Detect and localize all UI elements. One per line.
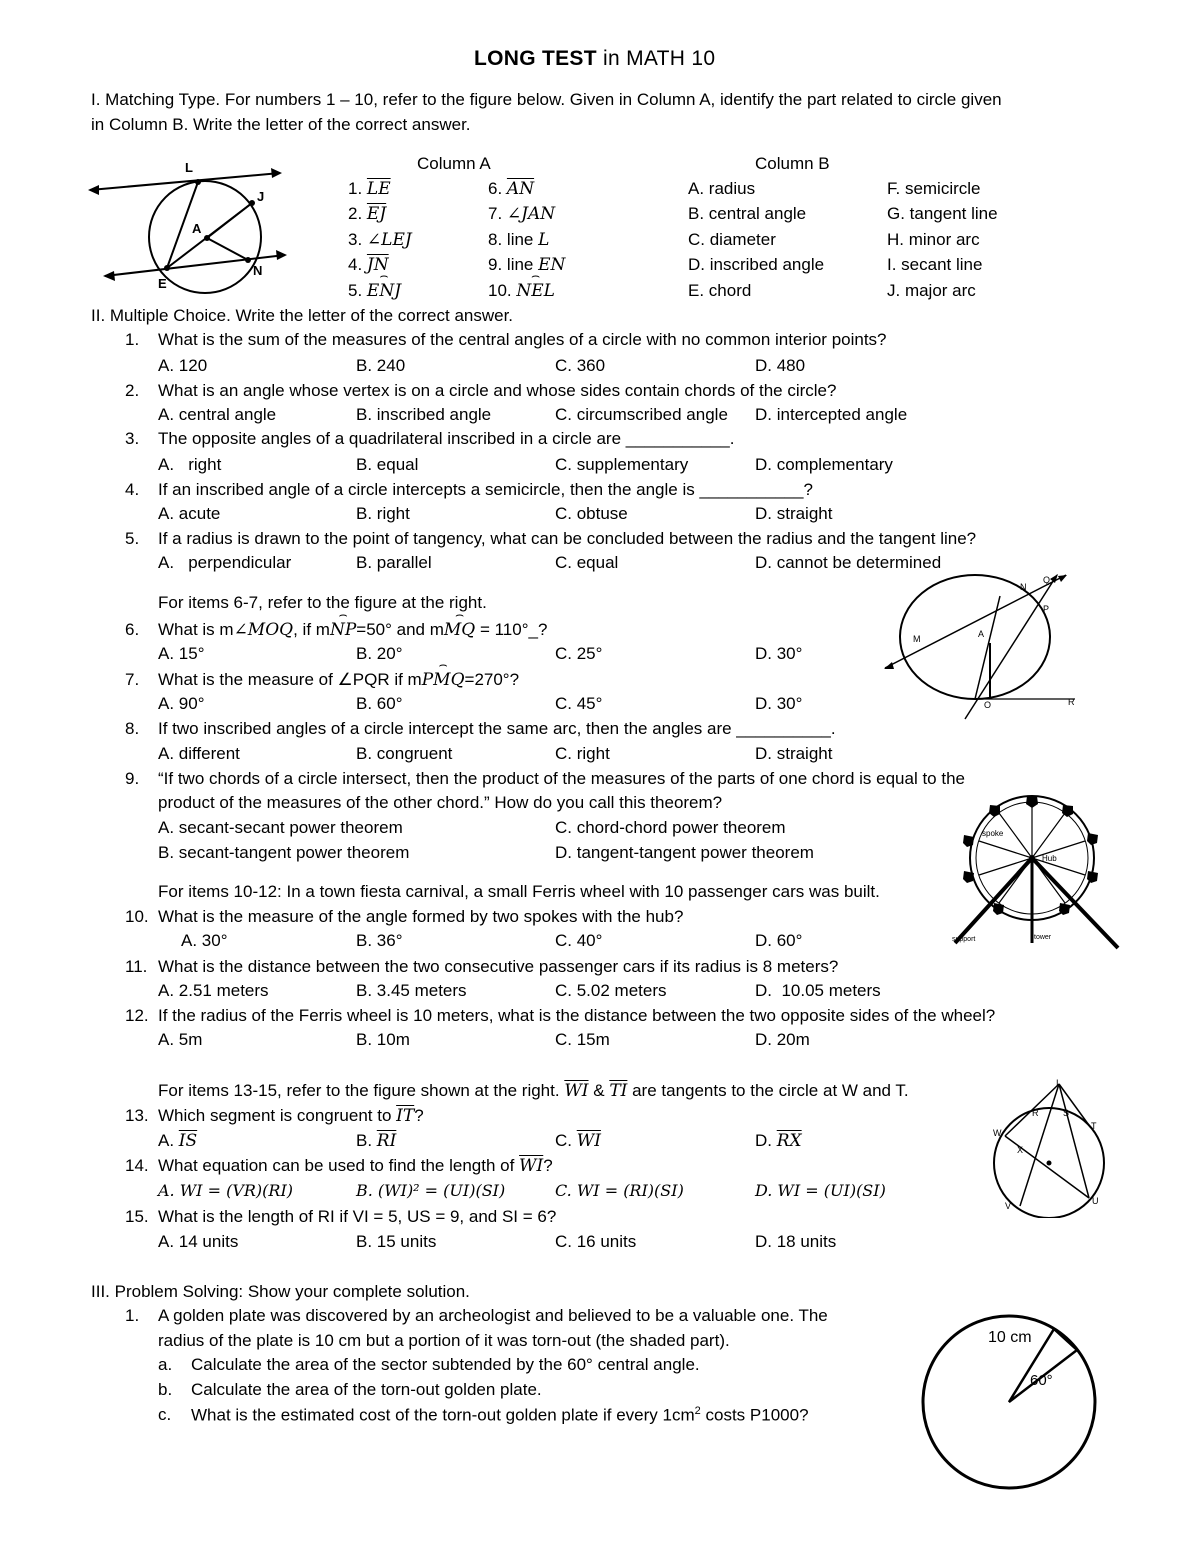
matching-item-4: 4. $\overline{JN}$: [348, 255, 389, 275]
question-text: What is m∠MOQ, if m⌢ NP=50° and m⌢ MQ = 110°_?: [158, 620, 547, 640]
question-number: 10.: [125, 907, 149, 926]
golden-plate-figure: [920, 1312, 1100, 1492]
question-text: Which segment is congruent to $\overline{IT}$?: [158, 1106, 424, 1126]
choice: B. 15 units: [356, 1232, 437, 1251]
fig1315-label-R: R: [1032, 1108, 1039, 1118]
question-number: 1.: [125, 1306, 140, 1325]
choice: B. equal: [356, 455, 419, 474]
subitem-letter: c.: [158, 1405, 172, 1424]
matching-item-9: 9. line EN: [488, 255, 566, 275]
choice: B. 240: [356, 356, 406, 375]
question-text: What equation can be used to find the length of $\overline{WI}$?: [158, 1156, 553, 1176]
choice: C. obtuse: [555, 504, 628, 523]
question-text: If the radius of the Ferris wheel is 10 meters, what is the distance between the two opposite sides of the wheel?: [158, 1006, 996, 1025]
choice: A. right: [158, 455, 222, 474]
fig67-label-N: N: [1020, 582, 1027, 592]
fig1315-label-U: U: [1092, 1196, 1099, 1206]
choice: A. 2.51 meters: [158, 981, 269, 1000]
choice: A. 120: [158, 356, 208, 375]
choice: B. congruent: [356, 744, 453, 763]
fig67-label-M: M: [913, 634, 921, 644]
question-number: 6.: [125, 620, 140, 639]
matching-item-3: 3. ∠LEJ: [348, 230, 412, 250]
part3-heading: III. Problem Solving: Show your complete solution.: [91, 1282, 470, 1301]
column-b-option: H. minor arc: [887, 230, 980, 249]
fig1315-label-V: V: [1005, 1201, 1012, 1211]
fig67-label-A: A: [978, 629, 985, 639]
choice: D. 480: [755, 356, 806, 375]
choice: C. 40°: [555, 931, 603, 950]
matching-item-8: 8. line L: [488, 230, 550, 250]
choice: A. 5m: [158, 1030, 203, 1049]
choice: D. 10.05 meters: [755, 981, 881, 1000]
choice: D. 18 units: [755, 1232, 837, 1251]
choice: C. 15m: [555, 1030, 610, 1049]
choice: D. 60°: [755, 931, 803, 950]
choice: B. 3.45 meters: [356, 981, 467, 1000]
choice: C. right: [555, 744, 610, 763]
question-number: 9.: [125, 769, 140, 788]
fig1315-label-T: T: [1091, 1121, 1097, 1131]
choice: D. WI = (UI)(SI): [755, 1181, 886, 1200]
column-b-option: C. diameter: [688, 230, 776, 249]
question-number: 15.: [125, 1207, 149, 1226]
question-number: 5.: [125, 529, 140, 548]
question-text: What is the length of RI if VI = 5, US = 9, and SI = 6?: [158, 1207, 557, 1226]
column-b-option: G. tangent line: [887, 204, 998, 223]
choice: B. 10m: [356, 1030, 410, 1049]
fig1-label-N: N: [253, 263, 263, 278]
plate-radius-label: 10 cm: [988, 1329, 1032, 1346]
fig67-label-O: O: [984, 700, 992, 710]
choice: B. 36°: [356, 931, 403, 950]
column-b-option: F. semicircle: [887, 179, 981, 198]
choice: D. complementary: [755, 455, 893, 474]
column-b-option: J. major arc: [887, 281, 976, 300]
problem-text: radius of the plate is 10 cm but a portion of it was torn-out (the shaded part).: [158, 1331, 730, 1350]
choice: D. 30°: [755, 644, 803, 663]
question-number: 8.: [125, 719, 140, 738]
matching-item-6: 6. $\overline{AN}$: [488, 179, 535, 199]
choice: D. 20m: [755, 1030, 810, 1049]
choice: D. tangent-tangent power theorem: [555, 843, 814, 862]
column-b-header: Column B: [755, 154, 830, 173]
fig67-label-Q: Q: [1043, 575, 1051, 585]
question-number: 4.: [125, 480, 140, 499]
items-13-15-note: For items 13-15, refer to the figure shown at the right. $\overline{WI}$ & $\overline{TI}$ are tangents to the circle at W and T.: [158, 1081, 909, 1101]
fig1315-label-W: W: [993, 1128, 1002, 1138]
ferris-label-hub: Hub: [1042, 854, 1057, 863]
subitem-text: Calculate the area of the sector subtended by the 60° central angle.: [191, 1355, 700, 1374]
fig1315-label-S: S: [1063, 1108, 1070, 1118]
matching-item-7: 7. ∠JAN: [488, 204, 556, 224]
items-6-7-figure: [880, 572, 1080, 722]
fig1-label-E: E: [158, 276, 167, 291]
choice: C. circumscribed angle: [555, 405, 728, 424]
part2-heading: II. Multiple Choice. Write the letter of the correct answer.: [91, 306, 514, 325]
question-text: What is the sum of the measures of the central angles of a circle with no common interior points?: [158, 330, 887, 349]
choice: A. 14 units: [158, 1232, 239, 1251]
choice: C. 5.02 meters: [555, 981, 667, 1000]
column-b-option: B. central angle: [688, 204, 807, 223]
fig1315-label-X: X: [1017, 1145, 1024, 1155]
plate-angle-label: 60°: [1030, 1372, 1053, 1389]
question-text: What is the distance between the two consecutive passenger cars if its radius is 8 meters?: [158, 957, 839, 976]
matching-item-2: 2. $\overline{EJ}$: [348, 204, 387, 224]
choice: C. 45°: [555, 694, 603, 713]
matching-item-1: 1. $\overline{LE}$: [348, 179, 391, 199]
fig67-label-P: P: [1043, 604, 1050, 614]
choice: A. different: [158, 744, 240, 763]
question-number: 7.: [125, 670, 140, 689]
column-a-header: Column A: [417, 154, 491, 173]
choice: A. WI = (VR)(RI): [158, 1181, 294, 1200]
subitem-text: What is the estimated cost of the torn-out golden plate if every $1cm^2$ costs P1000?: [191, 1405, 809, 1425]
choice: A. central angle: [158, 405, 277, 424]
choice: D. $\overline{RX}$: [755, 1131, 802, 1151]
question-text: If an inscribed angle of a circle intercepts a semicircle, then the angle is ___________?: [158, 480, 813, 499]
matching-item-5: 5. ⌢ ENJ: [348, 281, 401, 301]
choice: B. parallel: [356, 553, 432, 572]
choice: B. (WI)² = (UI)(SI): [356, 1181, 506, 1200]
choice: D. 30°: [755, 694, 803, 713]
question-text: “If two chords of a circle intersect, then the product of the measures of the parts of one chord is equal to the: [158, 769, 965, 788]
choice: B. right: [356, 504, 410, 523]
fig1-label-A: A: [192, 221, 202, 236]
choice: A. acute: [158, 504, 221, 523]
question-number: 12.: [125, 1006, 149, 1025]
choice: A. secant-secant power theorem: [158, 818, 403, 837]
choice: C. WI = (RI)(SI): [555, 1181, 684, 1200]
column-b-option: A. radius: [688, 179, 756, 198]
question-number: 11.: [125, 957, 148, 976]
ferris-label-spoke: spoke: [982, 829, 1004, 838]
question-text: The opposite angles of a quadrilateral inscribed in a circle are ___________.: [158, 429, 735, 448]
choice: B. inscribed angle: [356, 405, 492, 424]
choice: B. 20°: [356, 644, 403, 663]
matching-figure: [85, 155, 295, 295]
choice: C. chord-chord power theorem: [555, 818, 786, 837]
choice: A. perpendicular: [158, 553, 292, 572]
choice: D. straight: [755, 504, 833, 523]
choice: B. $\overline{RI}$: [356, 1131, 397, 1151]
items-6-7-note: For items 6-7, refer to the figure at the right.: [158, 593, 487, 612]
question-number: 3.: [125, 429, 140, 448]
subitem-letter: b.: [158, 1380, 173, 1399]
ferris-wheel-figure: [950, 793, 1125, 951]
question-text: product of the measures of the other chord.” How do you call this theorem?: [158, 793, 723, 812]
subitem-text: Calculate the area of the torn-out golden plate.: [191, 1380, 542, 1399]
column-b-option: E. chord: [688, 281, 752, 300]
choice: C. 16 units: [555, 1232, 637, 1251]
question-number: 14.: [125, 1156, 149, 1175]
problem-text: A golden plate was discovered by an archeologist and believed to be a valuable one. The: [158, 1306, 828, 1325]
choice: C. equal: [555, 553, 619, 572]
question-text: What is the measure of the angle formed by two spokes with the hub?: [158, 907, 684, 926]
question-text: If two inscribed angles of a circle intercept the same arc, then the angles are __________.: [158, 719, 836, 738]
choice: C. $\overline{WI}$: [555, 1131, 601, 1151]
question-number: 1.: [125, 330, 140, 349]
choice: D. intercepted angle: [755, 405, 908, 424]
choice: C. supplementary: [555, 455, 689, 474]
fig1-label-L: L: [185, 160, 193, 175]
fig67-label-R: R: [1068, 697, 1075, 707]
items-10-12-note: For items 10-12: In a town fiesta carnival, a small Ferris wheel with 10 passenger cars was built.: [158, 882, 880, 901]
matching-item-10: 10. ⌢ NEL: [488, 281, 555, 301]
fig1-label-J: J: [257, 189, 265, 204]
column-b-option: D. inscribed angle: [688, 255, 825, 274]
choice: B. secant-tangent power theorem: [158, 843, 410, 862]
choice: A. $\overline{IS}$: [158, 1131, 198, 1151]
choice: A. 15°: [158, 644, 205, 663]
choice: A. 30°: [181, 931, 228, 950]
subitem-letter: a.: [158, 1355, 173, 1374]
choice: D. cannot be determined: [755, 553, 942, 572]
choice: D. straight: [755, 744, 833, 763]
ferris-label-tower: tower: [1034, 934, 1052, 941]
question-text: What is the measure of ∠PQR if m⌢ PMQ=270°?: [158, 670, 519, 690]
fig1315-label-I: I: [1056, 1078, 1059, 1088]
choice: C. 360: [555, 356, 606, 375]
part1-instructions-line2: in Column B. Write the letter of the correct answer.: [91, 115, 471, 134]
part1-instructions-line1: I. Matching Type. For numbers 1 – 10, refer to the figure below. Given in Column A, identify the part related to circle given: [91, 90, 1002, 109]
choice: A. 90°: [158, 694, 205, 713]
items-13-15-figure: [985, 1078, 1115, 1218]
choice: B. 60°: [356, 694, 403, 713]
question-number: 2.: [125, 381, 140, 400]
page-title: LONG TEST in MATH 10: [474, 47, 716, 70]
column-b-option: I. secant line: [887, 255, 983, 274]
choice: C. 25°: [555, 644, 603, 663]
ferris-label-support: support: [952, 936, 976, 943]
question-number: 13.: [125, 1106, 149, 1125]
question-text: What is an angle whose vertex is on a circle and whose sides contain chords of the circle?: [158, 381, 837, 400]
question-text: If a radius is drawn to the point of tangency, what can be concluded between the radius and the tangent line?: [158, 529, 977, 548]
